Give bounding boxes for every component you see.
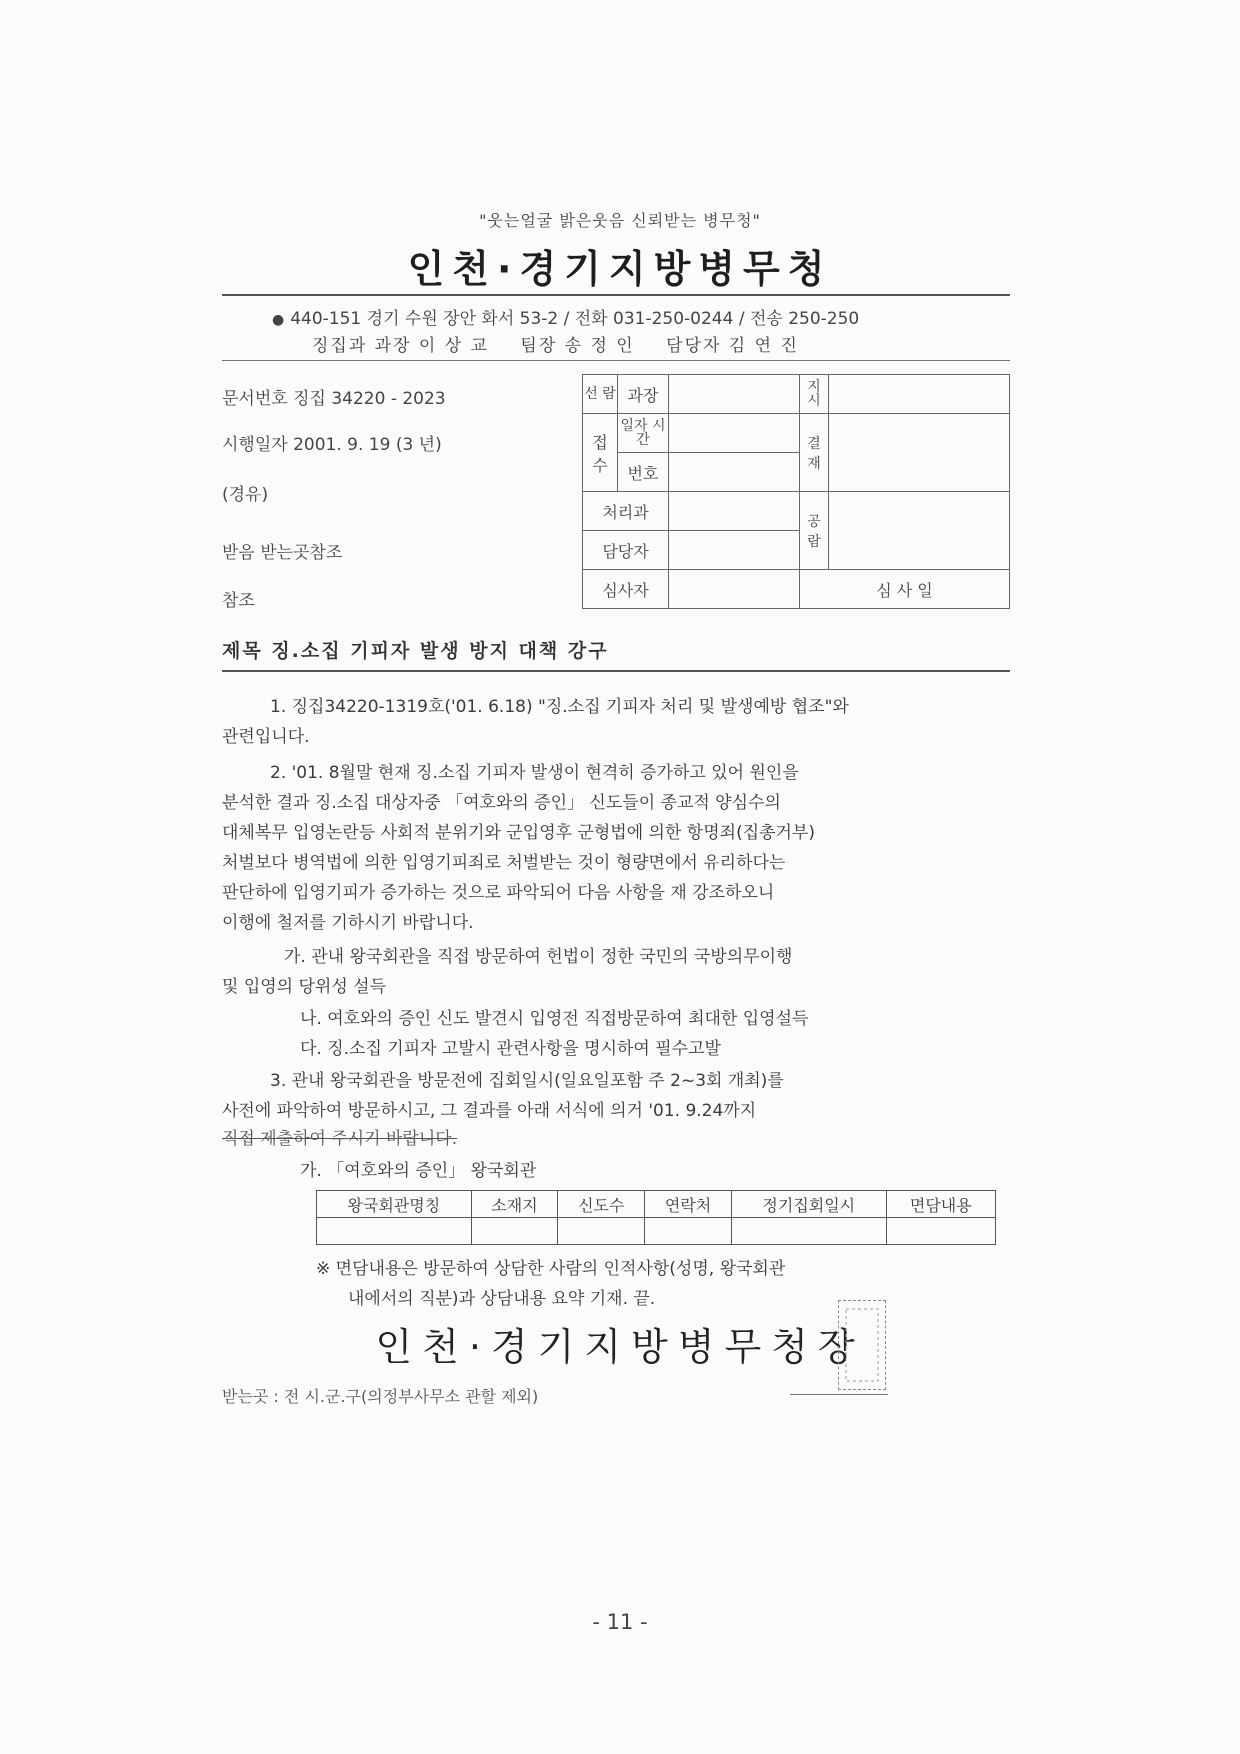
para-2-line-4: 처벌보다 병역법에 의한 입영기피죄로 처벌받는 것이 형량면에서 유리하다는 [222,853,786,873]
officer: 담당자 김 연 진 [666,336,799,356]
instruction-label: 지 시 [800,375,829,414]
doc-number: 문서번호 징집 34220 - 2023 [222,389,446,409]
address-text: 440-151 경기 수원 장안 화서 53-2 / 전화 031-250-0244 / 전송 250-250 [290,309,860,329]
hall-col-location: 소재지 [471,1191,558,1218]
item-b: 나. 여호와의 증인 신도 발견시 입영전 직접방문하여 최대한 입영설득 [300,1009,809,1029]
dept-head-label: 과장 [618,375,669,414]
seal-icon [842,1305,882,1385]
dept-head: 징집과 과장 이 상 교 [312,336,489,356]
circulation-label: 공 람 [800,492,829,570]
para-3-line-3: 직접 제출하여 주시기 바랍니다. [222,1129,458,1149]
hall-table-caption: 가. 「여호와의 증인」 왕국회관 [300,1161,537,1181]
datetime-label: 일자 시간 [618,414,669,453]
para-2-line-5: 판단하에 입영기피가 증가하는 것으로 파악되어 다음 사항을 재 강조하오니 [222,883,775,903]
distribution-list: 받는곳 : 전 시.군.구(의정부사무소 관할 제외) [222,1387,539,1406]
item-a-line-2: 및 입영의 당위성 설득 [222,977,387,997]
header-rule-top [222,294,1010,296]
item-a-line-1: 가. 관내 왕국회관을 직접 방문하여 헌법이 정한 국민의 국방의무이행 [284,947,793,967]
para-1-line-1: 1. 징집34220-1319호('01. 6.18) "징.소집 기피자 처리 및 발생예방 협조"와 [270,697,849,717]
officer-label: 담당자 [583,531,669,570]
recipient-field: 받음 받는곳참조 [222,543,343,563]
hall-table-header-row [317,1191,996,1218]
receipt-label: 접 수 [583,414,618,492]
decision-label: 결 재 [800,414,829,492]
team-leader: 팀장 송 정 인 [520,336,635,356]
note-line-1: ※ 면담내용은 방문하여 상담한 사람의 인적사항(성명, 왕국회관 [316,1259,786,1279]
review-label: 선 람 [583,375,618,414]
inspector-label: 심사자 [583,570,669,609]
slogan: "웃는얼굴 밝은웃음 신뢰받는 병무청" [479,211,761,230]
para-1-line-2: 관련입니다. [222,727,310,747]
address-line [272,304,859,329]
para-2-line-3: 대체복무 입영논란등 사회적 분위기와 군입영후 군형법에 의한 항명죄(집총거부) [222,823,816,843]
subject-line: 제목 징.소집 기피자 발생 방지 대책 강구 [222,640,609,662]
staff-line [312,331,823,356]
para-2-line-2: 분석한 결과 징.소집 대상자중 「여호와의 증인」 신도들이 종교적 양심수의 [222,793,781,813]
hall-col-meeting-time: 정기집회일시 [731,1191,886,1218]
hall-col-members: 신도수 [558,1191,645,1218]
reference-field: 참조 [222,591,255,611]
kingdom-hall-table [316,1190,996,1245]
page-number: - 11 - [592,1610,648,1634]
issue-date: 시행일자 2001. 9. 19 (3 년) [222,435,442,455]
para-2-line-6: 이행에 철저를 기하시기 바랍니다. [222,913,474,933]
para-2-line-1: 2. '01. 8월말 현재 징.소집 기피자 발생이 현격히 증가하고 있어 원인을 [270,763,799,783]
item-c: 다. 징.소집 기피자 고발시 관련사항을 명시하여 필수고발 [300,1039,721,1059]
para-3-line-2: 사전에 파악하여 방문하시고, 그 결과를 아래 서식에 의거 '01. 9.24까지 [222,1101,757,1121]
number-label: 번호 [618,453,669,492]
official-seal-stamp [838,1300,886,1390]
note-line-2: 내에서의 직분)과 상담내용 요약 기재. 끝. [348,1289,656,1309]
handling-dept-label: 처리과 [583,492,669,531]
issuer-signature: 인천·경기지방병무청장 [375,1325,865,1369]
approval-grid [582,374,1010,609]
subject-rule [222,670,1010,672]
header-rule-bottom [222,360,1010,361]
inspect-date-label: 심 사 일 [800,570,1010,609]
hall-col-contact: 연락처 [645,1191,732,1218]
hall-col-interview: 면담내용 [886,1191,995,1218]
bullet-icon: ● [272,312,285,328]
footer-rule [790,1394,888,1395]
hall-table-empty-row [317,1218,996,1245]
para-3-line-1: 3. 관내 왕국회관을 방문전에 집회일시(일요일포함 주 2~3회 개최)를 [270,1071,784,1091]
agency-title: 인천·경기지방병무청 [407,247,833,291]
via-field: (경유) [222,485,269,505]
hall-col-name: 왕국회관명칭 [317,1191,472,1218]
